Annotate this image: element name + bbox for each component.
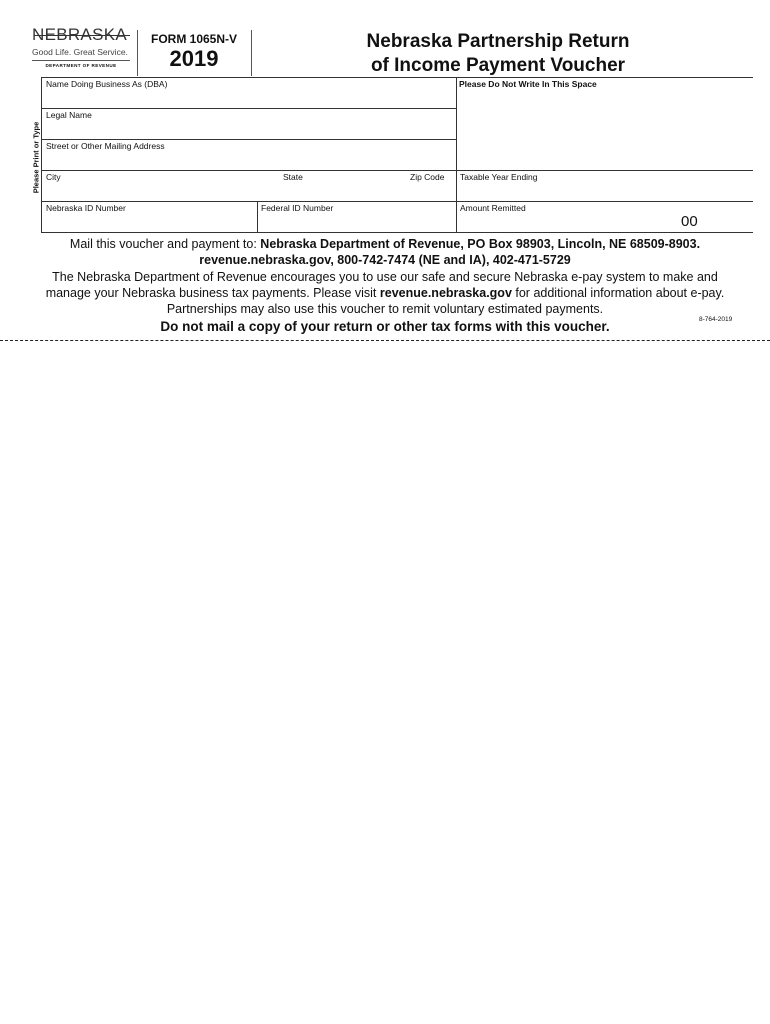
logo-rule [32, 60, 130, 61]
mail-to-line: Mail this voucher and payment to: Nebraska Department of Revenue, PO Box 98903, Lincoln, NE 68509-8903. [69, 237, 701, 251]
logo-department: DEPARTMENT OF REVENUE [45, 63, 117, 68]
amount-cents-value: 00 [681, 213, 698, 230]
voucher-form [29, 77, 753, 233]
rule-below-dba [41, 108, 457, 109]
form-code: 8-764-2019 [699, 316, 733, 323]
no-write-space-label: Please Do Not Write In This Space [459, 79, 597, 89]
form-title-line2: of Income Payment Voucher [370, 55, 626, 76]
form-title [258, 30, 738, 78]
rule-below-city [41, 201, 753, 202]
cut-line [0, 340, 770, 341]
taxable-year-field-label: Taxable Year Ending [460, 172, 538, 182]
dba-field-label: Name Doing Business As (DBA) [46, 79, 168, 89]
amount-remitted-field-label: Amount Remitted [460, 203, 526, 213]
form-year: 2019 [169, 46, 219, 71]
mail-address: Nebraska Department of Revenue, PO Box 98903, Lincoln, NE 68509-8903. [260, 237, 701, 251]
form-number: FORM 1065N-V [150, 32, 238, 46]
zip-field-label: Zip Code [410, 172, 445, 182]
epay-link: revenue.nebraska.gov [379, 286, 512, 300]
epay-line-1: The Nebraska Department of Revenue encourages you to use our safe and secure Nebraska e-pay system to make and [52, 270, 718, 284]
nebraska-logo [32, 26, 132, 68]
form-left-rule [41, 77, 42, 233]
epay-line-2: manage your Nebraska business tax payments. Please visit revenue.nebraska.gov for additional information about e-pay. [45, 286, 725, 300]
form-middle-rule [456, 77, 457, 233]
state-field-label: State [283, 172, 303, 182]
form-top-rule [41, 77, 753, 78]
federal-id-field-label: Federal ID Number [261, 203, 334, 213]
id-divider-rule [257, 201, 258, 233]
rule-below-street [41, 170, 753, 171]
nebraska-id-field-label: Nebraska ID Number [46, 203, 126, 213]
legal-name-field-label: Legal Name [46, 110, 92, 120]
header-divider-left [137, 30, 138, 76]
street-field-label: Street or Other Mailing Address [46, 141, 165, 151]
logo-wordmark: NEBRASKA [32, 25, 127, 44]
city-field-label: City [46, 172, 61, 182]
form-bottom-rule [41, 232, 753, 233]
do-not-mail-warning: Do not mail a copy of your return or other tax forms with this voucher. [160, 319, 610, 334]
logo-tagline: Good Life. Great Service. [32, 47, 128, 57]
form-title-line1: Nebraska Partnership Return [366, 31, 630, 52]
rule-below-legal-name [41, 139, 457, 140]
voucher-header [0, 0, 770, 78]
logo-strike-line [34, 35, 130, 36]
voluntary-payments-line: Partnerships may also use this voucher to remit voluntary estimated payments. [166, 302, 604, 316]
mailing-instructions [0, 236, 770, 317]
contact-line: revenue.nebraska.gov, 800-742-7474 (NE and IA), 402-471-5729 [199, 253, 571, 267]
print-or-type-label: Please Print or Type [31, 121, 41, 194]
header-divider-right [251, 30, 252, 76]
